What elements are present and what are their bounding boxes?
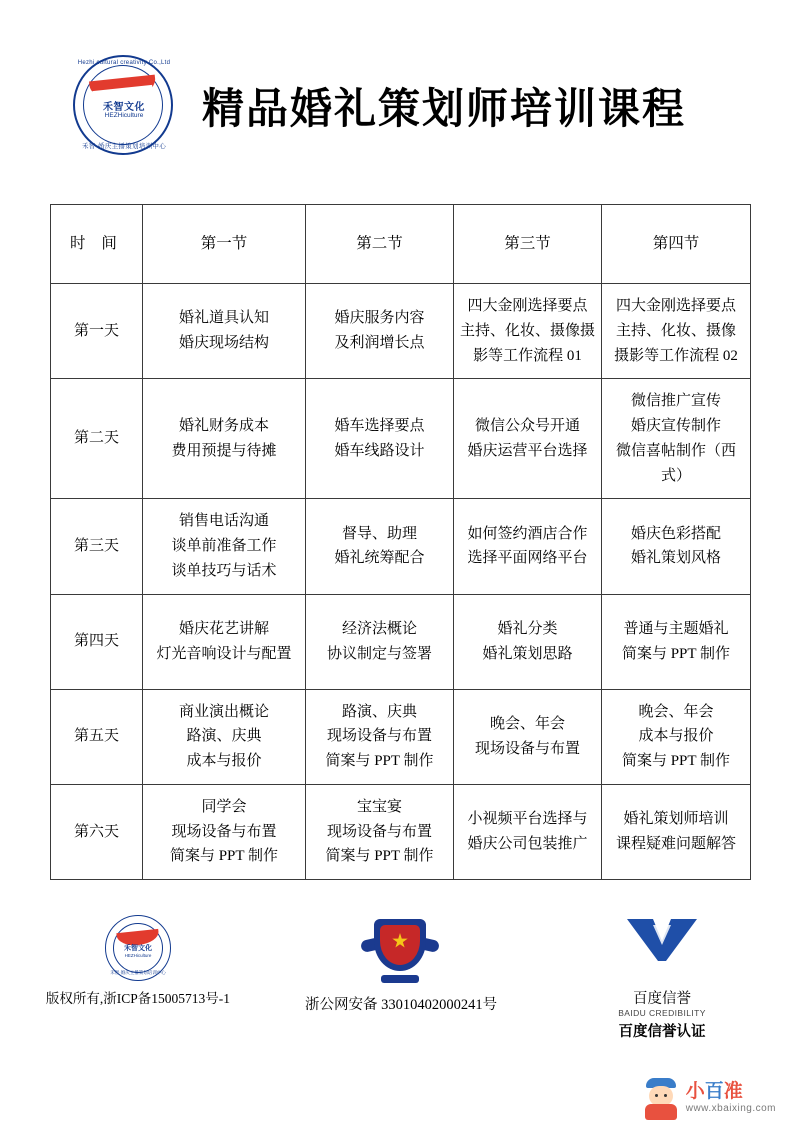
- footer-badges: [0, 915, 800, 1041]
- site-watermark: [642, 1076, 776, 1120]
- table-row: [51, 689, 751, 784]
- cell-day3-session4: 婚庆色彩搭配 婚礼策划风格: [602, 499, 751, 594]
- cell-day5-session2: 路演、庆典 现场设备与布置 简案与 PPT 制作: [306, 689, 454, 784]
- page-footer: [0, 915, 800, 1075]
- row-time-label: 第六天: [51, 784, 143, 879]
- page-header: [0, 0, 800, 160]
- badge-police-record: [305, 915, 498, 1014]
- brand-logo-icon: [70, 52, 178, 160]
- page-title: 精品婚礼策划师培训课程: [202, 87, 687, 133]
- watermark-url: www.xbaixing.com: [685, 1102, 776, 1114]
- table-row: [51, 379, 751, 499]
- cell-day6-session2: 宝宝宴 现场设备与布置 简案与 PPT 制作: [306, 784, 454, 879]
- cell-day2-session3: 微信公众号开通 婚庆运营平台选择: [454, 379, 602, 499]
- cell-day6-session3: 小视频平台选择与 婚庆公司包装推广: [454, 784, 602, 879]
- table-row: [51, 784, 751, 879]
- cell-day2-session1: 婚礼财务成本 费用预提与待摊: [143, 379, 306, 499]
- cell-day1-session2: 婚庆服务内容 及利润增长点: [306, 284, 454, 379]
- cell-day3-session3: 如何签约酒店合作 选择平面网络平台: [454, 499, 602, 594]
- logo-arc-bottom-text: 禾智·婚庆主播策划培训中心: [81, 143, 167, 150]
- logo-arc-top-text: Hezhi cultural creativity Co.,Ltd: [77, 60, 171, 66]
- row-time-label: 第一天: [51, 284, 143, 379]
- cell-day4-session1: 婚庆花艺讲解 灯光音响设计与配置: [143, 594, 306, 689]
- cell-day1-session1: 婚礼道具认知 婚庆现场结构: [143, 284, 306, 379]
- police-record-text: 浙公网安备 33010402000241号: [305, 997, 498, 1013]
- watermark-brand: 小百准: [685, 1081, 743, 1103]
- cell-day2-session4: 微信推广宣传 婚庆宣传制作 微信喜帖制作（西式）: [602, 379, 751, 499]
- cell-day4-session4: 普通与主题婚礼 简案与 PPT 制作: [602, 594, 751, 689]
- cell-day6-session1: 同学会 现场设备与布置 简案与 PPT 制作: [143, 784, 306, 879]
- police-emblem-icon: [361, 915, 439, 987]
- cell-day5-session4: 晚会、年会 成本与报价 简案与 PPT 制作: [602, 689, 751, 784]
- mascot-icon: [642, 1076, 680, 1120]
- cell-day4-session2: 经济法概论 协议制定与签署: [306, 594, 454, 689]
- table-row: [51, 499, 751, 594]
- table-row: [51, 594, 751, 689]
- logo-cn-name: 禾智文化: [103, 102, 145, 113]
- row-time-label: 第二天: [51, 379, 143, 499]
- table-row: [51, 284, 751, 379]
- cell-day4-session3: 婚礼分类 婚礼策划思路: [454, 594, 602, 689]
- brand-logo-icon: 禾智文化 HEZHiculture 禾智·婚庆主播策划培训中心: [105, 915, 171, 981]
- cell-day5-session3: 晚会、年会 现场设备与布置: [454, 689, 602, 784]
- baidu-credibility-certified: 百度信誉认证: [618, 1024, 706, 1040]
- badge-baidu-credibility[interactable]: [567, 915, 757, 1041]
- column-header-session-3: 第三节: [454, 205, 602, 284]
- cell-day1-session4: 四大金刚选择要点 主持、化妆、摄像 摄影等工作流程 02: [602, 284, 751, 379]
- cell-day3-session2: 督导、助理 婚礼统筹配合: [306, 499, 454, 594]
- icp-license-text: 版权所有,浙ICP备15005713号-1: [45, 991, 231, 1006]
- column-header-session-1: 第一节: [143, 205, 306, 284]
- schedule-table-wrapper: [50, 204, 750, 880]
- cell-day5-session1: 商业演出概论 路演、庆典 成本与报价: [143, 689, 306, 784]
- baidu-credibility-icon[interactable]: [616, 915, 708, 981]
- column-header-time: 时 间: [51, 205, 143, 284]
- cell-day2-session2: 婚车选择要点 婚车线路设计: [306, 379, 454, 499]
- cell-day6-session4: 婚礼策划师培训 课程疑难问题解答: [602, 784, 751, 879]
- cell-day3-session1: 销售电话沟通 谈单前准备工作 谈单技巧与话术: [143, 499, 306, 594]
- table-header-row: [51, 205, 751, 284]
- badge-icp: [43, 915, 233, 1007]
- row-time-label: 第五天: [51, 689, 143, 784]
- schedule-table: [50, 204, 751, 880]
- cell-day1-session3: 四大金刚选择要点 主持、化妆、摄像摄 影等工作流程 01: [454, 284, 602, 379]
- logo-en-name: HEZHiculture: [104, 112, 144, 119]
- column-header-session-4: 第四节: [602, 205, 751, 284]
- baidu-credibility-cn: 百度信誉: [633, 991, 691, 1007]
- row-time-label: 第三天: [51, 499, 143, 594]
- column-header-session-2: 第二节: [306, 205, 454, 284]
- watermark-text: [686, 1082, 776, 1114]
- baidu-credibility-en: BAIDU CREDIBILITY: [618, 1008, 706, 1018]
- row-time-label: 第四天: [51, 594, 143, 689]
